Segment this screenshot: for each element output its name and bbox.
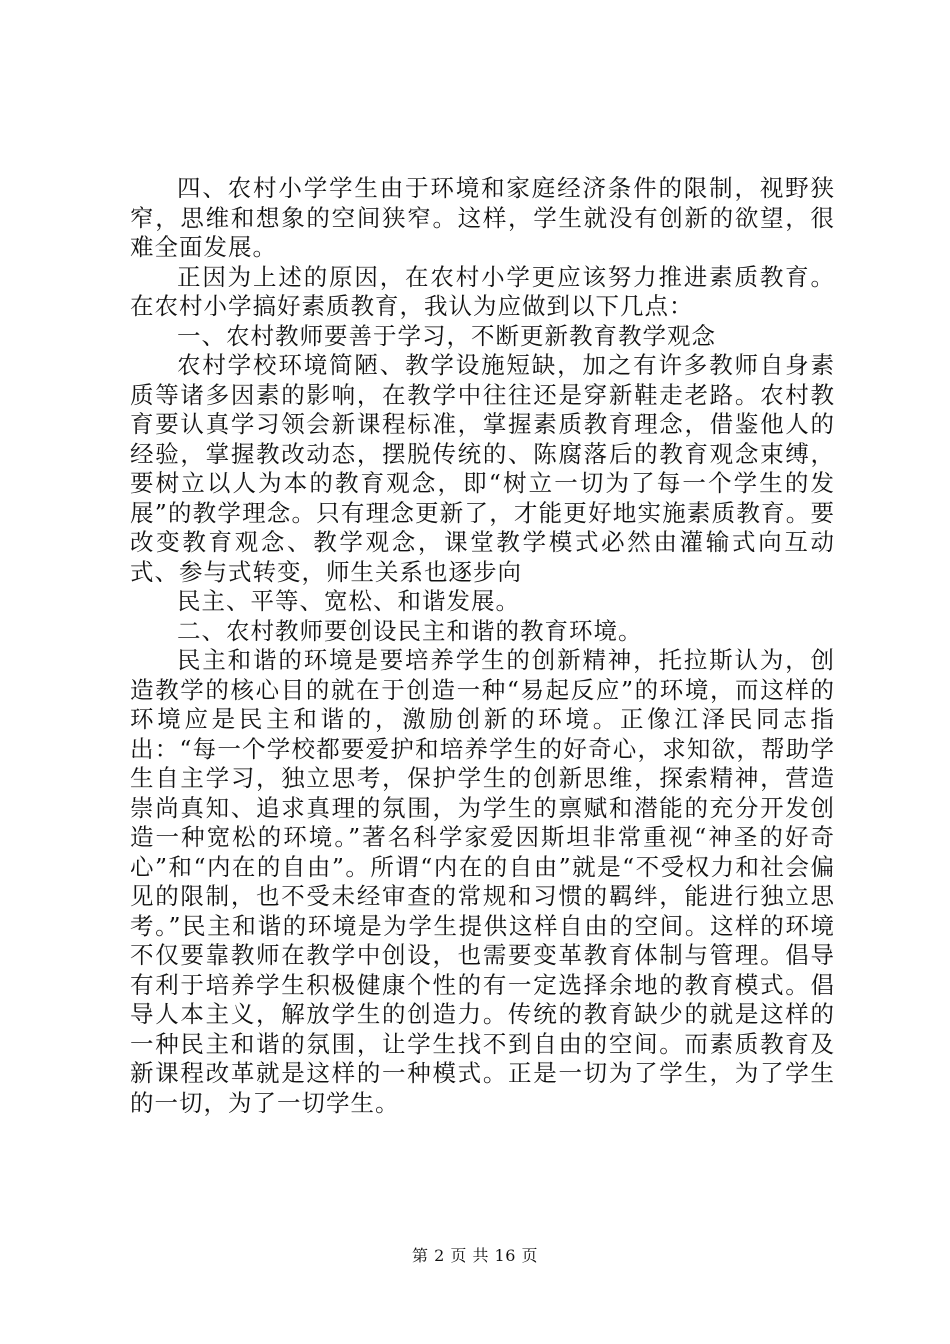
heading-point-two: 二、农村教师要创设民主和谐的教育环境。 bbox=[177, 616, 643, 645]
page-number-footer: 第 2 页 共 16 页 bbox=[412, 1246, 538, 1265]
heading-point-one: 一、农村教师要善于学习，不断更新教育教学观念 bbox=[177, 321, 716, 350]
paragraph-rural-students: 四、农村小学学生由于环境和家庭经济条件的限制，视野狭窄，思维和想象的空间狭窄。这样，学生就没有创新的欲望，很难全面发展。 bbox=[130, 174, 835, 261]
paragraph-democratic-environment: 民主和谐的环境是要培养学生的创新精神，托拉斯认为，创造教学的核心目的就在于创造一种“易起反应”的环境，而这样的环境应是民主和谐的，激励创新的环境。正像江泽民同志指出：“每一个学校都要爱护和培养学生的好奇心，求知欲，帮助学生自主学习，独立思考，保护学生的创新思维，探索精神，营造崇尚真知、追求真理的氛围，为学生的禀赋和潜能的充分开发创造一种宽松的环境。”著名科学家爱因斯坦非常重视“神圣的好奇心”和“内在的自由”。所谓“内在的自由”就是“不受权力和社会偏见的限制，也不受未经审查的常规和习惯的羁绊，能进行独立思考。”民主和谐的环境是为学生提供这样自由的空间。这样的环境不仅要靠教师在教学中创设，也需要变革教育体制与管理。倡导有利于培养学生积极健康个性的有一定选择余地的教育模式。倡导人本主义，解放学生的创造力。传统的教育缺少的就是这样的一种民主和谐的氛围，让学生找不到自由的空间。而素质教育及新课程改革就是这样的一种模式。正是一切为了学生，为了学生的一切，为了一切学生。 bbox=[130, 646, 835, 1117]
document-body bbox=[130, 174, 835, 1118]
paragraph-teacher-learning: 农村学校环境简陋、教学设施短缺，加之有许多教师自身素质等诸多因素的影响，在教学中往往还是穿新鞋走老路。农村教育要认真学习领会新课程标准，掌握素质教育理念，借鉴他人的经验，掌握教改动态，摆脱传统的、陈腐落后的教育观念束缚，要树立以人为本的教育观念，即“树立一切为了每一个学生的发展”的教学理念。只有理念更新了，才能更好地实施素质教育。要改变教育观念、教学观念，课堂教学模式必然由灌输式向互动式、参与式转变，师生关系也逐步向 bbox=[130, 351, 835, 586]
paragraph-democracy-equality: 民主、平等、宽松、和谐发展。 bbox=[177, 587, 520, 615]
paragraph-reasons: 正因为上述的原因，在农村小学更应该努力推进素质教育。在农村小学搞好素质教育，我认为应做到以下几点： bbox=[130, 262, 835, 320]
